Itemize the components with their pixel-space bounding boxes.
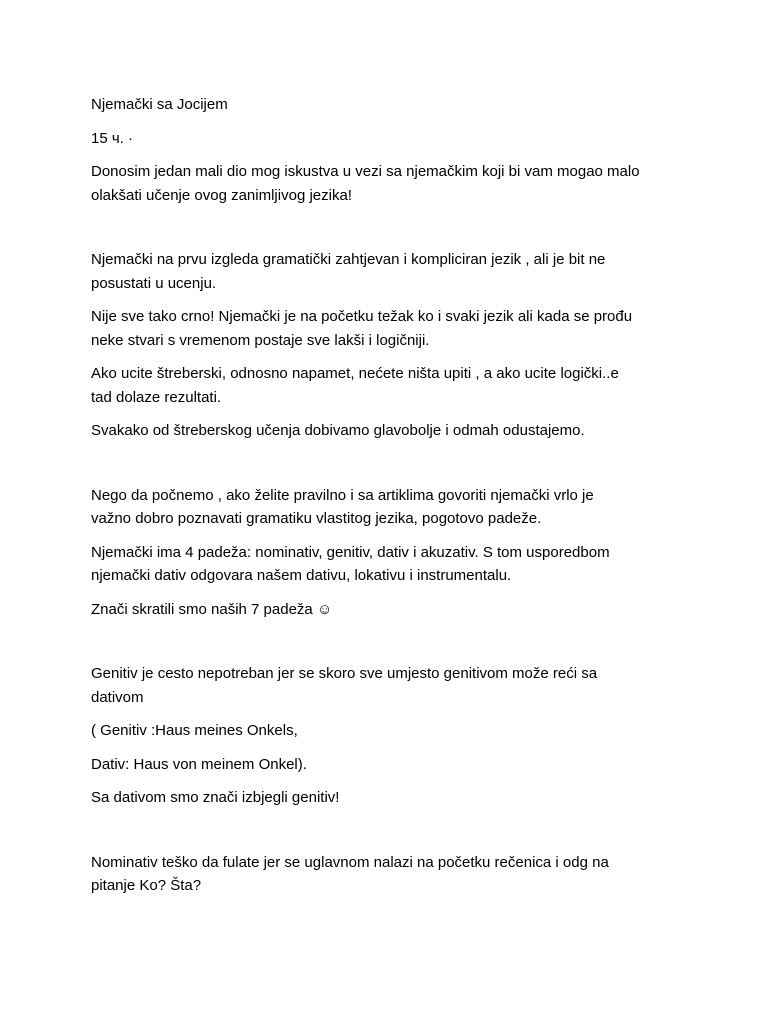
paragraph-line: Znači skratili smo naših 7 padeža ☺ (91, 600, 333, 618)
paragraph-line: ( Genitiv :Haus meines Onkels, (91, 722, 298, 739)
title-text: Njemački sa Jocijem (91, 96, 228, 113)
paragraph-nominative (91, 851, 691, 898)
paragraph-lets-start (91, 484, 691, 531)
paragraph-line: Nije sve tako crno! Njemački je na početku težak ko i svaki jezik ali kada se prođu (91, 308, 633, 325)
paragraph-line: tad dolaze rezultati. (91, 388, 222, 406)
paragraph-line: posustati u ucenju. (91, 274, 217, 292)
paragraph-not-so-bad (91, 305, 691, 352)
paragraph-line: Sa dativom smo znači izbjegli genitiv! (91, 789, 340, 806)
document-title (91, 93, 691, 117)
paragraph-line: olakšati učenje ovog zanimljivog jezika! (91, 186, 352, 204)
paragraph-line: Njemački ima 4 padeža: nominativ, genitiv, dativ i akuzativ. S tom usporedbom (91, 543, 610, 561)
paragraph-learning-style (91, 362, 691, 409)
paragraph-genitive (91, 662, 691, 709)
paragraph-line: Genitiv je cesto nepotreban jer se skoro sve umjesto genitivom može reći sa (91, 665, 598, 682)
paragraph-four-cases (91, 541, 691, 588)
paragraph-line: neke stvari s vremenom postaje sve lakši i logičniji. (91, 331, 430, 349)
paragraph-line: Donosim jedan mali dio mog iskustva u vezi sa njemačkim koji bi vam mogao malo (91, 163, 640, 180)
paragraph-line: Dativ: Haus von meinem Onkel). (91, 755, 307, 773)
paragraph-avoided-genitive (91, 786, 691, 810)
document-content (91, 93, 691, 898)
paragraph-intro (91, 160, 691, 207)
paragraph-dative-example (91, 753, 691, 777)
paragraph-line: Nominativ teško da fulate jer se uglavnom nalazi na početku rečenica i odg na (91, 853, 609, 871)
paragraph-first-impression (91, 248, 691, 295)
post-meta (91, 127, 691, 151)
paragraph-line: važno dobro poznavati gramatiku vlastitog jezika, pogotovo padeže. (91, 510, 542, 527)
paragraph-line: pitanje Ko? Šta? (91, 877, 202, 894)
paragraph-line: Njemački na prvu izgleda gramatički zahtjevan i kompliciran jezik , ali je bit ne (91, 251, 606, 268)
paragraph-line: Nego da počnemo , ako želite pravilno i sa artiklima govoriti njemački vrlo je (91, 486, 594, 504)
meta-text: 15 ч. · (91, 129, 133, 147)
paragraph-line: njemački dativ odgovara našem dativu, lokativu i instrumentalu. (91, 567, 512, 584)
paragraph-seven-cases (91, 598, 691, 622)
paragraph-line: Svakako od štreberskog učenja dobivamo glavobolje i odmah odustajemo. (91, 422, 585, 439)
paragraph-line: dativom (91, 688, 144, 706)
paragraph-genitive-example (91, 719, 691, 743)
paragraph-headaches (91, 419, 691, 443)
paragraph-line: Ako ucite štreberski, odnosno napamet, nećete ništa upiti , a ako ucite logički..e (91, 365, 619, 382)
